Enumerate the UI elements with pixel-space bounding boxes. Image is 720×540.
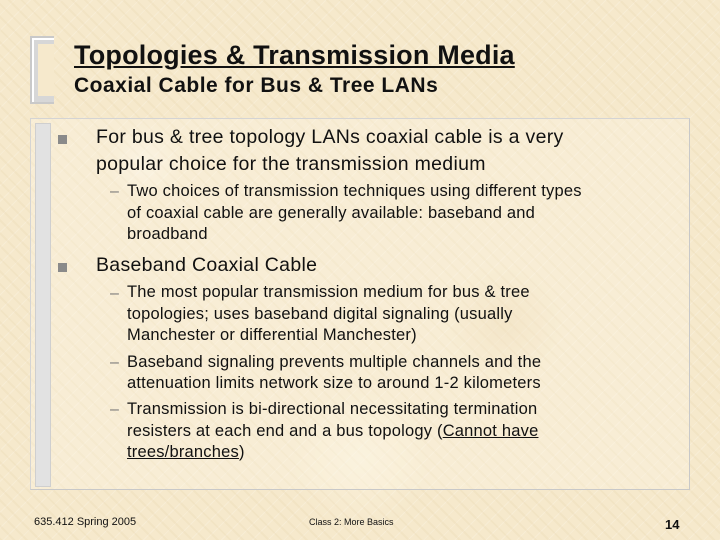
closing-paren-text: ) (238, 443, 245, 461)
dash-icon: – (110, 285, 119, 302)
slide-title: Topologies & Transmission Media (74, 40, 515, 70)
subitem-2-3-line-1: Transmission is bi-directional necessitating termination (127, 400, 538, 418)
subitem-1-1-line-2: of coaxial cable are generally available: baseband and (127, 204, 535, 222)
cannot-have-text: Cannot have (442, 422, 539, 440)
bullet-1-line-1: For bus & tree topology LANs coaxial cable is a very (96, 126, 564, 148)
bullet-square-icon (58, 135, 67, 144)
dash-icon: – (110, 401, 119, 418)
subitem-2-1-line-1: The most popular transmission medium for bus & tree (127, 283, 530, 301)
subitem-1-1-line-1: Two choices of transmission techniques using different types (127, 182, 582, 200)
subitem-2-3-line-2-text: resisters at each end and a bus topology ( (127, 422, 443, 440)
subitem-2-1-line-2: topologies; uses baseband digital signaling (usually (127, 305, 513, 323)
slide-subtitle: Coaxial Cable for Bus & Tree LANs (74, 74, 439, 97)
subitem-1-1-line-3: broadband (127, 225, 208, 243)
trees-branches-text: trees/branches (127, 443, 239, 461)
subitem-2-3-line-3 (127, 442, 245, 463)
subitem-2-2-line-1: Baseband signaling prevents multiple channels and the (127, 353, 542, 371)
subitem-2-3-line-2 (127, 421, 538, 442)
page-number: 14 (665, 517, 680, 532)
footer-class: Class 2: More Basics (309, 517, 394, 527)
subitem-2-1-line-3: Manchester or differential Manchester) (127, 326, 417, 344)
bullet-square-icon (58, 263, 67, 272)
bullet-2-line-1: Baseband Coaxial Cable (96, 254, 318, 276)
footer-course: 635.412 Spring 2005 (34, 516, 137, 528)
title-bracket-decoration (30, 36, 54, 104)
dash-icon: – (110, 183, 119, 200)
bullet-1-line-2: popular choice for the transmission medium (96, 153, 486, 175)
dash-icon: – (110, 354, 119, 371)
subitem-2-2-line-2: attenuation limits network size to around 1-2 kilometers (127, 374, 541, 392)
